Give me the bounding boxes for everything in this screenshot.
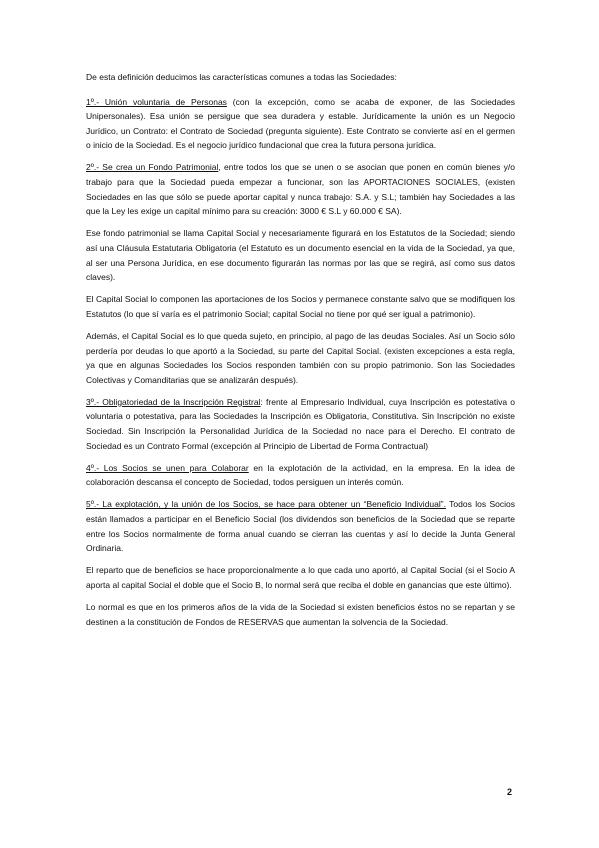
page-number: 2 xyxy=(507,787,513,797)
paragraph-4 xyxy=(86,292,515,321)
paragraph-5 xyxy=(86,329,515,387)
paragraph-2 xyxy=(86,160,515,218)
paragraph-10-text: Lo normal es que en los primeros años de la vida de la Sociedad si existen beneficios éstos no se repartan y se destinen a la constitución de Fondos de RESERVAS que aumentan la solvencia de la Sociedad. xyxy=(86,601,515,627)
paragraph-3 xyxy=(86,226,515,284)
paragraph-7 xyxy=(86,461,515,490)
paragraph-2-heading: 2º.- Se crea un Fondo Patrimonial xyxy=(86,162,219,173)
paragraph-5-text: Además, el Capital Social es lo que queda sujeto, en principio, al pago de las deudas Sociales. Así un Socio sólo perdería por deudas lo que aportó a la Sociedad, su parte del Capital Social. (existen excepciones a esta regla, ya que en algunas Sociedades los Socios responden también con su propio patrimonio. Son las Sociedades Colectivas y Comanditarias que se analizarán después). xyxy=(86,330,515,385)
paragraph-8-text: Todos los Socios están llamados a participar en el Beneficio Social (los dividendos son beneficios de la Sociedad que se reparte entre los Socios normalmente de forma anual cuando se cierran las cuentas y así lo decide la Junta General Ordinaria. xyxy=(86,499,515,554)
page-body xyxy=(86,70,515,637)
paragraph-6 xyxy=(86,395,515,453)
paragraph-1-heading: 1º.- Unión voluntaria de Personas xyxy=(86,96,227,107)
paragraph-6-heading: 3º.- Obligatoriedad de la Inscripción Registral xyxy=(86,396,261,407)
paragraph-3-text: Ese fondo patrimonial se llama Capital Social y necesariamente figurará en los Estatutos de la Sociedad; siendo así una Cláusula Estatutaria Obligatoria (el Estatuto es un documento esencial en la vida de la Sociedad, ya que, al ser una Persona Jurídica, en ese documento figurarán las normas por las que se regirá, así como sus datos claves). xyxy=(86,228,515,283)
paragraph-9-text: El reparto que de beneficios se hace proporcionalmente a lo que cada uno aportó, al Capital Social (si el Socio A aporta al capital Social el doble que el Socio B, lo normal será que reciba el doble en ganancias que este último). xyxy=(86,565,515,590)
paragraph-7-heading: 4º.- Los Socios se unen para Colaborar xyxy=(86,462,249,473)
paragraph-8 xyxy=(86,497,515,555)
paragraph-1 xyxy=(86,95,515,153)
paragraph-4-text: El Capital Social lo componen las aportaciones de los Socios y permanece constante salvo que se modifiquen los Estatutos (lo que sí varía es el patrimonio Social; capital Social no tiene por qué ser igual a patrimonio). xyxy=(86,294,515,319)
paragraph-8-heading: 5º.- La explotación, y la unión de los Socios, se hace para obtener un “Beneficio Individual”. xyxy=(86,499,446,510)
paragraph-10 xyxy=(86,600,515,629)
intro-paragraph: De esta definición deducimos las características comunes a todas las Sociedades: xyxy=(86,72,397,82)
paragraph-9 xyxy=(86,563,515,592)
paragraph-2-text: , entre todos los que se unen o se asocian que ponen en común bienes y/o trabajo para que la Sociedad pueda empezar a funcionar, son las APORTACIONES SOCIALES, (existen Sociedades en las que sólo se puede aportar capital y nunca trabajo: S.A. y S.L; también hay Sociedades a las que la Ley les exige un capital mínimo para su creación: 3000 € S.L y 60.000 € SA). xyxy=(86,162,516,217)
paragraph-1-text: (con la excepción, como se acaba de exponer, de las Sociedades Unipersonales). Esa unión se persigue que sea duradera y estable. Jurídicamente la unión es un Negocio Jurídico, un Contrato: el Contrato de Sociedad (pregunta siguiente). Este Contrato se convierte así en el germen o inicio de la Sociedad. Es el negocio jurídico fundacional que crea la futura persona jurídica. xyxy=(86,96,515,151)
paragraph-6-text: : frente al Empresario Individual, cuya Inscripción es potestativa o voluntaria o potestativa, para las Sociedades la Inscripción es Obligatoria, Constitutiva. Sin Inscripción no existe Sociedad. Sin Inscripción la Personalidad Jurídica de la Sociedad no nace para el Derecho. El contrato de Sociedad es un Contrato Formal (excepción al Principio de Libertad de Forma Contractual) xyxy=(86,396,515,451)
paragraph-7-text: en la explotación de la actividad, en la empresa. En la idea de colaboración descansa el concepto de Sociedad, todos persiguen un interés común. xyxy=(86,462,516,488)
